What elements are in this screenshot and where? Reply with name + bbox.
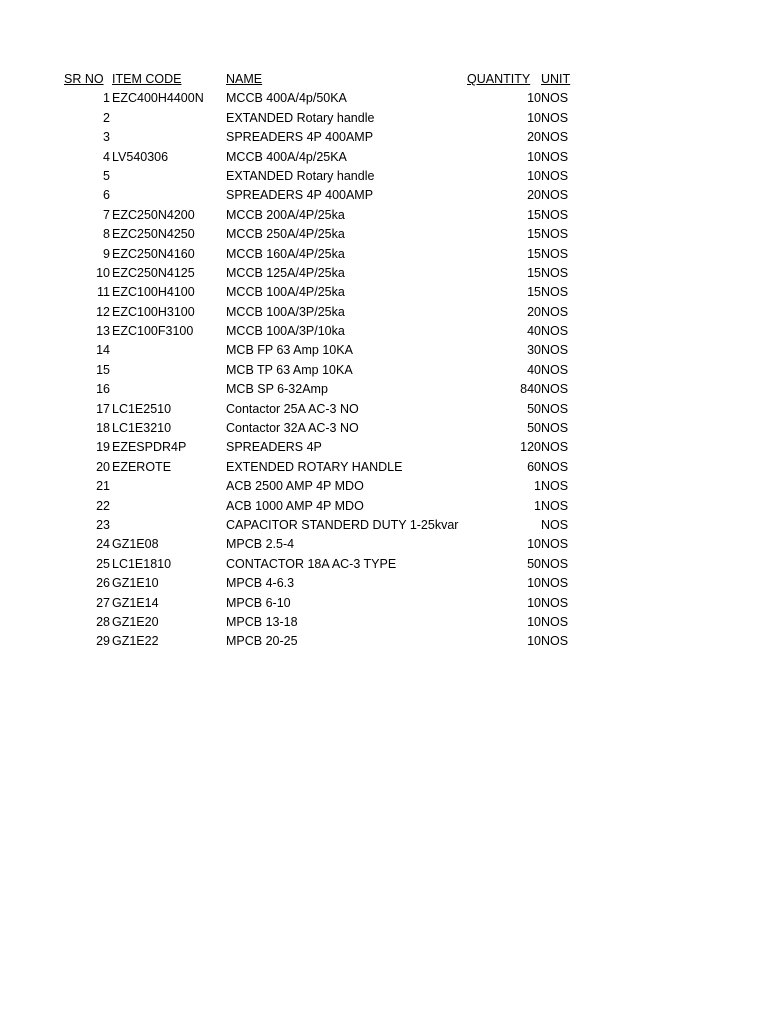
sr-no-cell: 7 (103, 207, 110, 222)
header-row (0, 70, 768, 89)
unit-cell: NOS (541, 537, 569, 552)
item-name-cell: MCB SP 6-32Amp (226, 382, 328, 397)
quantity-cell: 840 (520, 382, 541, 397)
item-name-cell: MCCB 400A/4p/25KA (226, 149, 347, 164)
sr-no-cell: 13 (96, 324, 110, 339)
item-name-cell: SPREADERS 4P 400AMP (226, 130, 374, 145)
table-row (0, 497, 768, 516)
sr-no-cell: 14 (96, 343, 110, 358)
sr-no-cell: 6 (103, 188, 110, 203)
table-row (0, 186, 768, 205)
sr-no-cell: 12 (96, 304, 110, 319)
quantity-cell: 10 (527, 595, 541, 610)
quantity-cell: 20 (527, 130, 541, 145)
item-code-cell: LC1E1810 (112, 556, 172, 571)
sr-no-cell: 4 (103, 149, 110, 164)
sr-no-cell: 23 (96, 517, 110, 532)
item-code-cell: EZC100H4100 (112, 285, 195, 300)
table-row (0, 341, 768, 360)
quantity-cell: 50 (527, 421, 541, 436)
header-unit: UNIT (541, 72, 571, 86)
table-row (0, 303, 768, 322)
item-name-cell: MCCB 250A/4P/25ka (226, 227, 345, 242)
quantity-cell: 15 (527, 246, 541, 261)
item-name-cell: MCB FP 63 Amp 10KA (226, 343, 353, 358)
header-item-code: ITEM CODE (112, 72, 182, 86)
item-name-cell: Contactor 32A AC-3 NO (226, 421, 359, 436)
sr-no-cell: 8 (103, 227, 110, 242)
table-row (0, 322, 768, 341)
item-name-cell: MCCB 125A/4P/25ka (226, 265, 345, 280)
sr-no-cell: 20 (96, 459, 110, 474)
unit-cell: NOS (541, 595, 569, 610)
item-name-cell: MCB TP 63 Amp 10KA (226, 362, 353, 377)
table-row (0, 109, 768, 128)
item-code-cell: LC1E3210 (112, 421, 172, 436)
unit-cell: NOS (541, 614, 569, 629)
item-code-cell: GZ1E10 (112, 576, 159, 591)
item-code-cell: GZ1E20 (112, 614, 159, 629)
unit-cell: NOS (541, 479, 569, 494)
unit-cell: NOS (541, 382, 569, 397)
table-row (0, 535, 768, 554)
quantity-cell: 20 (527, 188, 541, 203)
item-code-cell: EZC400H4400N (112, 91, 204, 106)
unit-cell: NOS (541, 149, 569, 164)
unit-cell: NOS (541, 246, 569, 261)
sr-no-cell: 21 (96, 479, 110, 494)
item-code-cell: EZEROTE (112, 459, 172, 474)
sr-no-cell: 27 (96, 595, 110, 610)
table-row (0, 555, 768, 574)
quantity-cell: 15 (527, 265, 541, 280)
sr-no-cell: 11 (97, 285, 110, 300)
unit-cell: NOS (541, 459, 569, 474)
table-row (0, 613, 768, 632)
quantity-cell: 1 (534, 498, 541, 513)
item-code-cell: EZC250N4125 (112, 265, 195, 280)
table-row (0, 574, 768, 593)
table-row (0, 380, 768, 399)
unit-cell: NOS (541, 498, 569, 513)
item-name-cell: CAPACITOR STANDERD DUTY 1-25kvar (226, 517, 459, 532)
table-row (0, 128, 768, 147)
sr-no-cell: 17 (96, 401, 110, 416)
sr-no-cell: 26 (96, 576, 110, 591)
sr-no-cell: 9 (103, 246, 110, 261)
table-row (0, 89, 768, 108)
quantity-cell: 10 (527, 110, 541, 125)
unit-cell: NOS (541, 634, 569, 649)
unit-cell: NOS (541, 343, 569, 358)
unit-cell: NOS (541, 130, 569, 145)
item-sheet (0, 70, 768, 652)
item-name-cell: Contactor 25A AC-3 NO (226, 401, 359, 416)
header-quantity: QUANTITY (467, 72, 531, 86)
item-name-cell: MCCB 100A/3P/25ka (226, 304, 345, 319)
item-name-cell: MPCB 2.5-4 (226, 537, 295, 552)
quantity-cell: 10 (527, 149, 541, 164)
item-name-cell: EXTANDED Rotary handle (226, 110, 375, 125)
item-name-cell: SPREADERS 4P (226, 440, 322, 455)
unit-cell: NOS (541, 401, 569, 416)
item-name-cell: ACB 2500 AMP 4P MDO (226, 479, 364, 494)
sr-no-cell: 29 (96, 634, 110, 649)
quantity-cell: 15 (527, 285, 541, 300)
sr-no-cell: 16 (96, 382, 110, 397)
item-name-cell: MPCB 6-10 (226, 595, 291, 610)
item-name-cell: MCCB 100A/3P/10ka (226, 324, 345, 339)
table-row (0, 167, 768, 186)
quantity-cell: 10 (527, 614, 541, 629)
quantity-cell: 15 (527, 207, 541, 222)
quantity-cell: 40 (527, 362, 541, 377)
unit-cell: NOS (541, 207, 569, 222)
sr-no-cell: 22 (96, 498, 110, 513)
unit-cell: NOS (541, 576, 569, 591)
item-code-cell: EZC250N4250 (112, 227, 195, 242)
quantity-cell: 10 (527, 576, 541, 591)
item-name-cell: CONTACTOR 18A AC-3 TYPE (226, 556, 397, 571)
item-code-cell: EZC250N4160 (112, 246, 195, 261)
table-row (0, 400, 768, 419)
unit-cell: NOS (541, 110, 569, 125)
table-row (0, 516, 768, 535)
item-code-cell: EZESPDR4P (112, 440, 187, 455)
quantity-cell: 10 (527, 91, 541, 106)
quantity-cell: 120 (520, 440, 541, 455)
table-row (0, 594, 768, 613)
sr-no-cell: 24 (96, 537, 110, 552)
item-code-cell: EZC100H3100 (112, 304, 195, 319)
table-row (0, 225, 768, 244)
item-name-cell: MPCB 4-6.3 (226, 576, 295, 591)
item-code-cell: GZ1E22 (112, 634, 159, 649)
item-name-cell: EXTENDED ROTARY HANDLE (226, 459, 403, 474)
item-name-cell: MCCB 100A/4P/25ka (226, 285, 345, 300)
sr-no-cell: 1 (103, 91, 110, 106)
unit-cell: NOS (541, 265, 569, 280)
quantity-cell: 1 (534, 479, 541, 494)
sr-no-cell: 3 (103, 130, 110, 145)
header-sr-no: SR NO (64, 72, 104, 86)
quantity-cell: 15 (527, 227, 541, 242)
table-row (0, 632, 768, 651)
item-code-cell: LC1E2510 (112, 401, 172, 416)
quantity-cell: 10 (527, 168, 541, 183)
unit-cell: NOS (541, 517, 569, 532)
table-row (0, 458, 768, 477)
item-name-cell: MPCB 13-18 (226, 614, 298, 629)
sr-no-cell: 15 (96, 362, 110, 377)
unit-cell: NOS (541, 91, 569, 106)
table-row (0, 283, 768, 302)
quantity-cell: 60 (527, 459, 541, 474)
table-row (0, 264, 768, 283)
sr-no-cell: 28 (96, 614, 110, 629)
sr-no-cell: 10 (96, 265, 110, 280)
unit-cell: NOS (541, 324, 569, 339)
sr-no-cell: 18 (96, 421, 110, 436)
item-name-cell: MPCB 20-25 (226, 634, 298, 649)
sr-no-cell: 2 (103, 110, 110, 125)
item-name-cell: ACB 1000 AMP 4P MDO (226, 498, 364, 513)
table-row (0, 206, 768, 225)
quantity-cell: 20 (527, 304, 541, 319)
quantity-cell: 10 (527, 634, 541, 649)
quantity-cell: 40 (527, 324, 541, 339)
header-name: NAME (226, 72, 263, 86)
table-row (0, 477, 768, 496)
item-name-cell: MCCB 160A/4P/25ka (226, 246, 345, 261)
sr-no-cell: 25 (96, 556, 110, 571)
quantity-cell: 50 (527, 401, 541, 416)
sr-no-cell: 5 (103, 168, 110, 183)
item-code-cell: GZ1E08 (112, 537, 159, 552)
item-code-cell: LV540306 (112, 149, 169, 164)
item-name-cell: MCCB 400A/4p/50KA (226, 91, 347, 106)
quantity-cell: 30 (527, 343, 541, 358)
table-row (0, 438, 768, 457)
unit-cell: NOS (541, 362, 569, 377)
item-name-cell: SPREADERS 4P 400AMP (226, 188, 374, 203)
item-code-cell: EZC250N4200 (112, 207, 195, 222)
table-row (0, 148, 768, 167)
unit-cell: NOS (541, 285, 569, 300)
item-code-cell: GZ1E14 (112, 595, 159, 610)
unit-cell: NOS (541, 168, 569, 183)
item-name-cell: EXTANDED Rotary handle (226, 168, 375, 183)
item-name-cell: MCCB 200A/4P/25ka (226, 207, 345, 222)
table-body (0, 89, 768, 651)
quantity-cell: 10 (527, 537, 541, 552)
unit-cell: NOS (541, 188, 569, 203)
unit-cell: NOS (541, 304, 569, 319)
unit-cell: NOS (541, 440, 569, 455)
sr-no-cell: 19 (96, 440, 110, 455)
table-row (0, 361, 768, 380)
table-row (0, 245, 768, 264)
quantity-cell: 50 (527, 556, 541, 571)
item-code-cell: EZC100F3100 (112, 324, 194, 339)
unit-cell: NOS (541, 227, 569, 242)
unit-cell: NOS (541, 421, 569, 436)
table-row (0, 419, 768, 438)
unit-cell: NOS (541, 556, 569, 571)
